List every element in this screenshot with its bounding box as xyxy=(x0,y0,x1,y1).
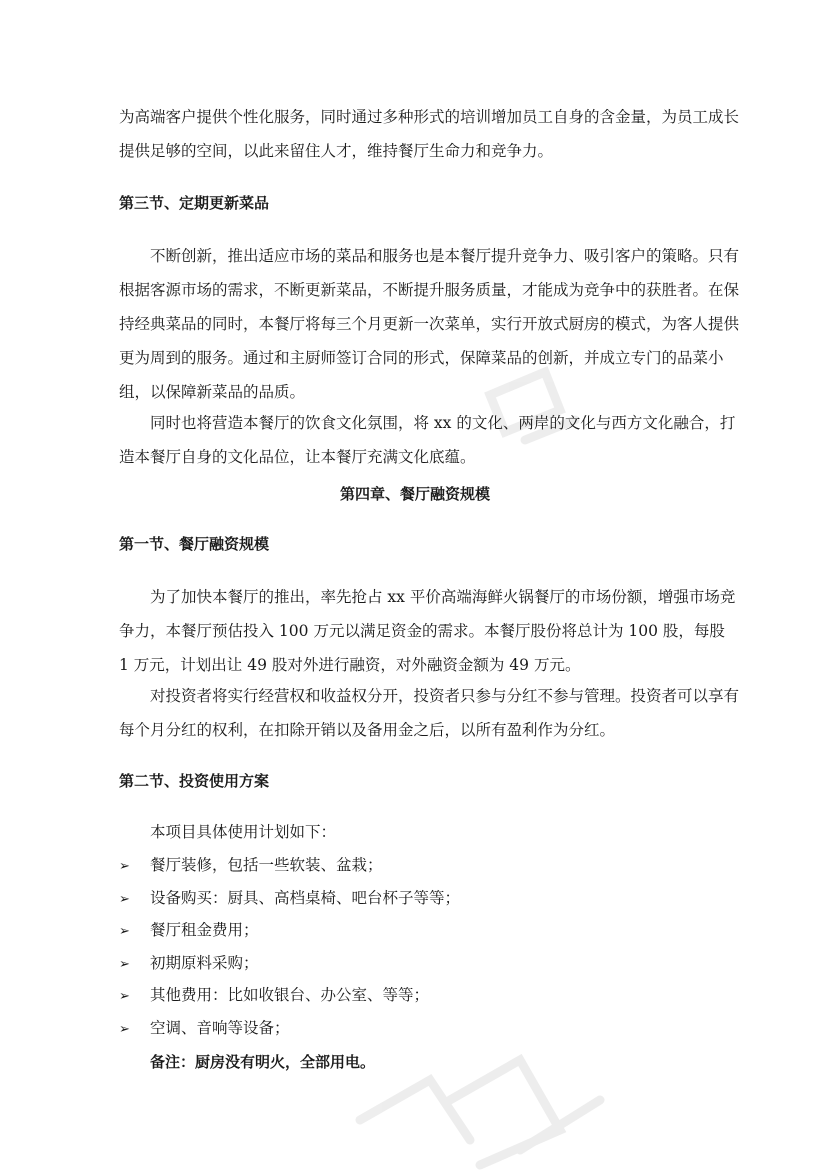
usage-plan-list xyxy=(119,849,460,1044)
list-item: ➢ 餐厅租金费用； xyxy=(119,914,460,947)
arrow-bullet-icon: ➢ xyxy=(119,859,130,874)
chapter4-title: 第四章、餐厅融资规模 xyxy=(339,485,490,503)
section3-heading: 第三节、定期更新菜品 xyxy=(119,194,270,212)
section2-intro: 本项目具体使用计划如下： xyxy=(150,823,337,841)
section1-heading: 第一节、餐厅融资规模 xyxy=(119,535,270,553)
section3-paragraph-2: 同时也将营造本餐厅的饮食文化氛围，将 xx 的文化、两岸的文化与西方文化融合，打造本餐厅自身的文化品位，让本餐厅充满文化底蕴。 xyxy=(119,414,736,466)
section2-heading: 第二节、投资使用方案 xyxy=(119,772,270,790)
list-item: ➢ 其他费用：比如收银台、办公室、等等； xyxy=(119,979,460,1012)
arrow-bullet-icon: ➢ xyxy=(119,1021,130,1037)
intro-paragraph: 为高端客户提供个性化服务，同时通过多种形式的培训增加员工自身的含金量，为员工成长提供足够的空间，以此来留住人才，维持餐厅生命力和竞争力。 xyxy=(119,108,740,160)
arrow-bullet-icon: ➢ xyxy=(119,891,130,907)
section1-paragraph-1: 为了加快本餐厅的推出，率先抢占 xx 平价高端海鲜火锅餐厅的市场份额，增强市场竞争力，本餐厅预估投入 100 万元以满足资金的需求。本餐厅股份将总计为 100 股，每股 1 万元，计划出让 49 股对外进行融资，对外融资金额为 49 万元。 xyxy=(119,588,736,674)
list-item: ➢ 设备购买：厨具、高档桌椅、吧台杯子等等； xyxy=(119,882,460,915)
arrow-bullet-icon: ➢ xyxy=(119,924,130,939)
note-text: 备注：厨房没有明火，全部用电。 xyxy=(150,1053,376,1071)
arrow-bullet-icon: ➢ xyxy=(119,989,130,1004)
section1-paragraph-2: 对投资者将实行经营权和收益权分开，投资者只参与分红不参与管理。投资者可以享有每个月分红的权利，在扣除开销以及备用金之后，以所有盈利作为分红。 xyxy=(119,687,740,739)
list-item: ➢ 初期原料采购； xyxy=(119,947,460,980)
section3-paragraph-1: 不断创新，推出适应市场的菜品和服务也是本餐厅提升竞争力、吸引客户的策略。只有根据客源市场的需求，不断更新菜品，不断提升服务质量，才能成为竞争中的获胜者。在保持经典菜品的同时，本餐厅将每三个月更新一次菜单，实行开放式厨房的模式，为客人提供更为周到的服务。通过和主厨师签订合同的形式，保障菜品的创新，并成立专门的品菜小组，以保障新菜品的品质。 xyxy=(119,247,740,401)
list-item: ➢ 餐厅装修，包括一些软装、盆栽； xyxy=(119,849,460,882)
list-item: ➢ 空调、音响等设备； xyxy=(119,1012,460,1045)
arrow-bullet-icon: ➢ xyxy=(119,956,130,972)
